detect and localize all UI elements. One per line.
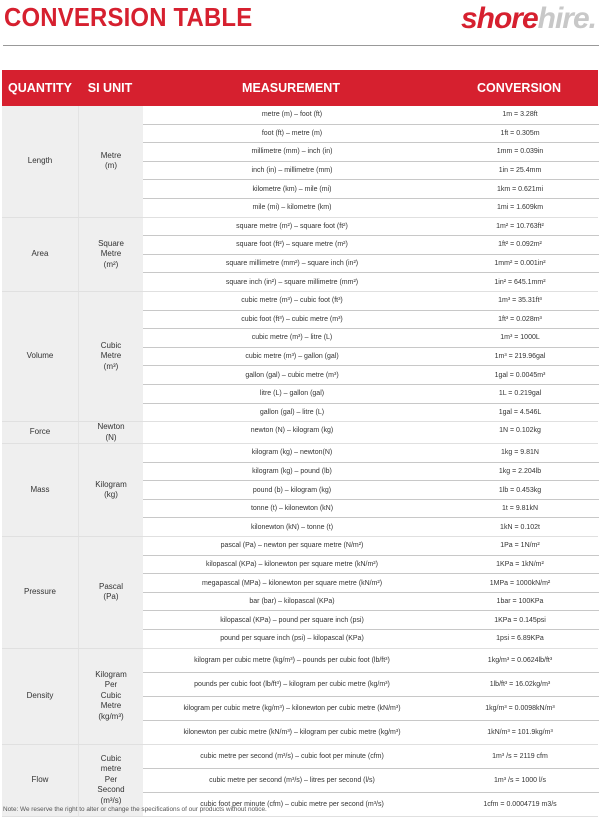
measurement-rows — [143, 649, 599, 744]
measurement-rows — [143, 444, 599, 536]
conversion-table — [2, 70, 598, 817]
quantity-group — [2, 649, 598, 745]
measurement-cell: cubic metre (m³) – cubic foot (ft³) — [241, 297, 343, 305]
quantity-cell: Density — [2, 649, 78, 744]
measurement-rows — [143, 106, 599, 217]
conversion-cell: 1in = 25.4mm — [498, 167, 542, 175]
conversion-cell: 1ft³ = 0.028m³ — [498, 315, 542, 323]
quantity-cell: Area — [2, 218, 78, 291]
conversion-cell: 1ft² = 0.092m² — [498, 241, 542, 249]
table-body — [2, 106, 598, 817]
measurement-cell: pound (b) – kilogram (kg) — [252, 486, 332, 494]
table-row — [143, 311, 599, 330]
table-row — [143, 593, 599, 612]
measurement-cell: litre (L) – gallon (gal) — [259, 390, 325, 398]
logo-text-shore: shore — [460, 2, 538, 35]
conversion-cell: 1m² = 10.763ft² — [496, 222, 544, 230]
conversion-cell: 1kg/m³ = 0.0624lb/ft³ — [487, 656, 553, 664]
table-row — [143, 199, 599, 217]
conversion-cell: 1bar = 100KPa — [496, 598, 544, 606]
measurement-cell: newton (N) – kilogram (kg) — [250, 427, 334, 435]
quantity-group — [2, 106, 598, 218]
table-row — [143, 611, 599, 630]
column-header-conversion: CONVERSION — [476, 81, 562, 95]
conversion-cell: 1psi = 6.89KPa — [496, 635, 544, 643]
measurement-cell: kilopascal (KPa) – kilonewton per square metre (kN/m²) — [206, 560, 378, 568]
table-row — [143, 385, 599, 404]
quantity-group — [2, 218, 598, 292]
shorehire-logo — [461, 2, 596, 36]
conversion-cell: 1Pa = 1N/m² — [500, 542, 540, 550]
measurement-cell: square inch (in²) – square millimetre (mm²) — [225, 278, 359, 286]
conversion-cell: 1m³ /s = 2119 cfm — [492, 752, 548, 760]
logo-text-hire: hire. — [537, 2, 596, 35]
measurement-cell: gallon (gal) – cubic metre (m³) — [245, 371, 339, 379]
conversion-cell: 1m³ = 1000L — [500, 334, 540, 342]
conversion-cell: 1lb = 0.453kg — [498, 486, 542, 494]
conversion-cell: 1gal = 4.546L — [498, 408, 542, 416]
conversion-cell: 1gal = 0.0045m³ — [494, 371, 546, 379]
table-row — [143, 649, 599, 673]
quantity-group — [2, 444, 598, 537]
si-unit-cell: Newton (N) — [78, 422, 143, 443]
table-row — [143, 481, 599, 500]
conversion-cell: 1mi = 1.609km — [496, 204, 544, 212]
si-unit-cell: Cubic metre Per Second (m³/s) — [78, 745, 143, 816]
si-unit-cell: Kilogram (kg) — [78, 444, 143, 536]
quantity-group — [2, 292, 598, 422]
table-row — [143, 143, 599, 162]
measurement-cell: gallon (gal) – litre (L) — [259, 408, 325, 416]
table-row — [143, 769, 599, 793]
title-divider — [3, 45, 599, 46]
measurement-cell: kilogram per cubic metre (kg/m³) – pounds per cubic foot (lb/ft³) — [194, 656, 390, 664]
measurement-cell: mile (mi) – kilometre (km) — [252, 204, 332, 212]
measurement-cell: megapascal (MPa) – kilonewton per square metre (kN/m²) — [201, 579, 383, 587]
conversion-cell: 1cfm = 0.0004719 m3/s — [483, 800, 557, 808]
conversion-cell: 1km = 0.621mi — [496, 185, 544, 193]
measurement-cell: cubic metre (m³) – gallon (gal) — [245, 353, 339, 361]
si-unit-cell: Metre (m) — [78, 106, 143, 217]
conversion-cell: 1mm² = 0.001in² — [494, 260, 546, 268]
measurement-cell: tonne (t) – kilonewton (kN) — [250, 505, 334, 513]
measurement-cell: pounds per cubic foot (lb/ft³) – kilogram per cubic metre (kg/m³) — [194, 680, 390, 688]
measurement-cell: bar (bar) – kilopascal (KPa) — [249, 598, 335, 606]
si-unit-cell: Square Metre (m²) — [78, 218, 143, 291]
measurement-cell: foot (ft) – metre (m) — [261, 129, 323, 137]
table-row — [143, 630, 599, 648]
measurement-cell: kilogram per cubic metre (kg/m³) – kilonewton per cubic metre (kN/m³) — [183, 704, 401, 712]
table-row — [143, 292, 599, 311]
table-row — [143, 444, 599, 463]
measurement-cell: cubic foot per minute (cfm) – cubic metre per second (m³/s) — [200, 800, 384, 808]
conversion-cell: 1kN/m³ = 101.9kg/m³ — [487, 728, 553, 736]
column-header-si-unit: SI UNIT — [87, 81, 133, 95]
table-header — [2, 70, 598, 106]
table-row — [143, 745, 599, 769]
measurement-cell: kilogram (kg) – newton(N) — [251, 449, 333, 457]
table-row — [143, 422, 599, 440]
conversion-cell: 1m³ = 219.96gal — [494, 353, 546, 361]
column-header-quantity: QUANTITY — [8, 81, 72, 95]
measurement-cell: kilonewton (kN) – tonne (t) — [250, 523, 334, 531]
table-row — [143, 255, 599, 274]
quantity-cell: Mass — [2, 444, 78, 536]
conversion-cell: 1N = 0.102kg — [499, 427, 541, 435]
conversion-cell: 1L = 0.219gal — [498, 390, 542, 398]
table-row — [143, 106, 599, 125]
si-unit-cell: Kilogram Per Cubic Metre (kg/m³) — [78, 649, 143, 744]
conversion-cell: 1m = 3.28ft — [502, 111, 538, 119]
measurement-rows — [143, 422, 599, 443]
measurement-cell: square foot (ft²) – square metre (m²) — [236, 241, 348, 249]
measurement-cell: kilometre (km) – mile (mi) — [252, 185, 332, 193]
conversion-cell: 1KPa = 0.145psi — [494, 616, 546, 624]
measurement-cell: cubic metre per second (m³/s) – litres per second (l/s) — [209, 776, 375, 784]
table-row — [143, 556, 599, 575]
si-unit-cell: Cubic Metre (m³) — [78, 292, 143, 421]
table-row — [143, 721, 599, 744]
table-row — [143, 366, 599, 385]
footer-note: Note: We reserve the right to alter or change the specifications of our products without notice. — [3, 806, 267, 813]
column-header-measurement: MEASUREMENT — [242, 81, 340, 95]
table-row — [143, 518, 599, 536]
measurement-cell: cubic foot (ft³) – cubic metre (m³) — [241, 315, 343, 323]
table-row — [143, 348, 599, 367]
quantity-cell: Flow — [2, 745, 78, 816]
table-row — [143, 463, 599, 482]
measurement-cell: pascal (Pa) – newton per square metre (N/m²) — [220, 542, 364, 550]
measurement-cell: kilogram (kg) – pound (lb) — [252, 467, 332, 475]
table-row — [143, 329, 599, 348]
table-row — [143, 273, 599, 291]
si-unit-cell: Pascal (Pa) — [78, 537, 143, 648]
conversion-cell: 1MPa = 1000kN/m² — [489, 579, 551, 587]
table-row — [143, 125, 599, 144]
measurement-cell: cubic metre per second (m³/s) – cubic foot per minute (cfm) — [200, 752, 384, 760]
table-row — [143, 574, 599, 593]
measurement-cell: millimetre (mm) – inch (in) — [251, 148, 333, 156]
measurement-rows — [143, 218, 599, 291]
measurement-rows — [143, 292, 599, 421]
quantity-cell: Pressure — [2, 537, 78, 648]
measurement-cell: pound per square inch (psi) – kilopascal (KPa) — [220, 635, 364, 643]
table-row — [143, 162, 599, 181]
conversion-cell: 1KPa = 1kN/m² — [496, 560, 544, 568]
conversion-cell: 1ft = 0.305m — [500, 129, 540, 137]
measurement-cell: square metre (m²) – square foot (ft²) — [236, 222, 348, 230]
table-row — [143, 673, 599, 697]
quantity-cell: Length — [2, 106, 78, 217]
conversion-cell: 1t = 9.81kN — [502, 505, 538, 513]
measurement-cell: metre (m) – foot (ft) — [261, 111, 323, 119]
conversion-cell: 1kg/m³ = 0.0098kN/m³ — [485, 704, 555, 712]
conversion-cell: 1kg = 2.204lb — [498, 467, 542, 475]
measurement-rows — [143, 537, 599, 648]
measurement-cell: inch (in) – millimetre (mm) — [251, 167, 333, 175]
conversion-cell: 1mm = 0.039in — [496, 148, 544, 156]
table-row — [143, 697, 599, 721]
page-title: CONVERSION TABLE — [4, 2, 253, 32]
measurement-cell: cubic metre (m³) – litre (L) — [251, 334, 333, 342]
quantity-group — [2, 422, 598, 444]
quantity-group — [2, 537, 598, 649]
conversion-cell: 1m³ /s = 1000 l/s — [494, 776, 546, 784]
measurement-cell: kilopascal (KPa) – pound per square inch (psi) — [220, 616, 364, 624]
table-row — [143, 500, 599, 519]
quantity-cell: Force — [2, 422, 78, 443]
measurement-cell: kilonewton per cubic metre (kN/m³) – kilogram per cubic metre (kg/m³) — [183, 728, 401, 736]
conversion-cell: 1kg = 9.81N — [501, 449, 539, 457]
conversion-cell: 1lb/ft³ = 16.02kg/m³ — [489, 680, 551, 688]
measurement-rows — [143, 745, 599, 816]
table-row — [143, 537, 599, 556]
table-row — [143, 236, 599, 255]
conversion-cell: 1m³ = 35.31ft³ — [498, 297, 542, 305]
conversion-cell: 1kN = 0.102t — [500, 523, 540, 531]
table-row — [143, 218, 599, 237]
measurement-cell: square millimetre (mm²) – square inch (in²) — [225, 260, 359, 268]
quantity-cell: Volume — [2, 292, 78, 421]
conversion-cell: 1in² = 645.1mm² — [494, 278, 546, 286]
table-row — [143, 180, 599, 199]
table-row — [143, 404, 599, 422]
